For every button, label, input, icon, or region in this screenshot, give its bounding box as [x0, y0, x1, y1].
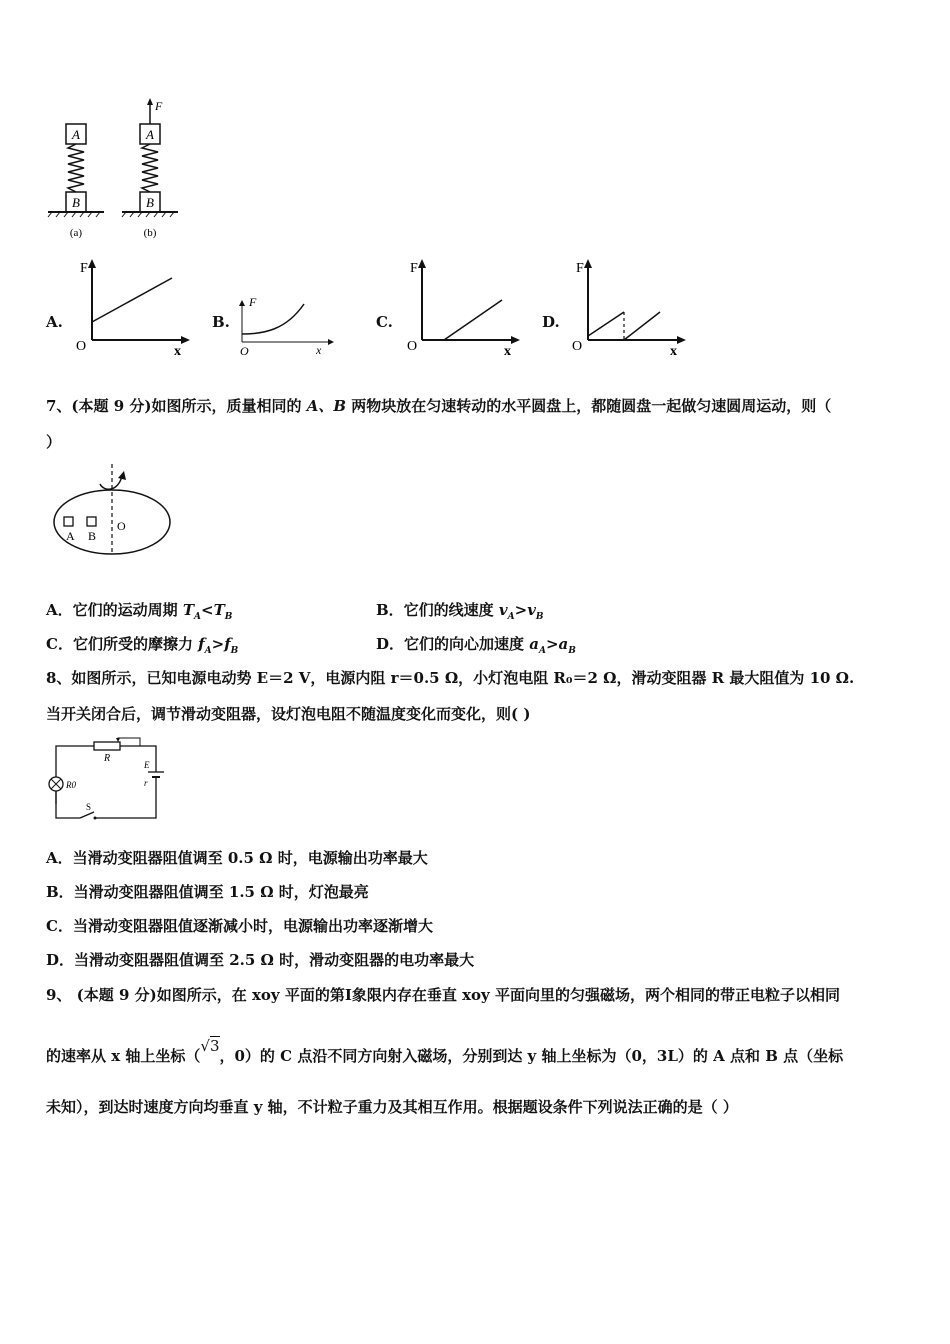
q7-option-a: A．它们的运动周期 $T_A<T_B$: [46, 601, 233, 622]
circuit-figure: [44, 734, 168, 826]
block-a-label: A: [66, 529, 75, 543]
center-o-label: O: [117, 519, 126, 533]
sqrt-symbol: √3: [200, 1037, 220, 1055]
q9-stem-line1: 9、 (本题 9 分)如图所示，在 xoy 平面的第Ⅰ象限内存在垂直 xoy 平面向里的匀强磁场，两个相同的带正电粒子以相同: [46, 986, 840, 1004]
graph-d-x-label: x: [670, 344, 677, 359]
graph-d: [570, 256, 690, 360]
graph-b: [234, 292, 338, 358]
option-b-letter: B.: [212, 313, 230, 331]
graph-c-origin: O: [407, 339, 418, 354]
option-d-letter: D.: [542, 313, 560, 331]
option-c-letter: C.: [376, 313, 393, 331]
graph-a-origin: O: [76, 339, 87, 354]
q8-option-c: C．当滑动变阻器阻值逐渐减小时，电源输出功率逐渐增大: [46, 917, 433, 935]
figure-b-caption: (b): [143, 227, 157, 239]
q9-stem-line3: 未知），到达时速度方向均垂直 y 轴，不计粒子重力及其相互作用。根据题设条件下列说法正确的是（ ）: [46, 1098, 738, 1116]
svg-text:B: B: [146, 195, 154, 210]
force-label: F: [155, 99, 163, 113]
rheostat-label: R: [104, 753, 111, 764]
graph-c-x-label: x: [504, 344, 511, 359]
option-a-letter: A.: [46, 313, 63, 331]
q8-option-a: A．当滑动变阻器阻值调至 0.5 Ω 时，电源输出功率最大: [46, 849, 428, 867]
graph-b-y-label: F: [249, 295, 257, 309]
q9-stem-line2: 的速率从 x 轴上坐标（√3，0）的 C 点沿不同方向射入磁场，分别到达 y 轴上坐标为（0，3L）的 A 点和 B 点（坐标: [46, 1037, 844, 1065]
graph-d-origin: O: [572, 339, 583, 354]
q8-option-b: B．当滑动变阻器阻值调至 1.5 Ω 时，灯泡最亮: [46, 883, 369, 901]
graph-a-x-label: x: [174, 344, 181, 359]
block-a-label: A: [72, 127, 80, 142]
switch-label: S: [86, 802, 92, 812]
turntable-figure: [50, 462, 178, 582]
q8-stem-line1: 8、如图所示，已知电源电动势 E＝2 V，电源内阻 r＝0.5 Ω，小灯泡电阻 R₀＝2 Ω，滑动变阻器 R 最大阻值为 10 Ω.: [46, 669, 855, 687]
internal-r-label: r: [144, 778, 148, 788]
q7-stem-line2: ）: [46, 433, 62, 451]
svg-text:A: A: [146, 127, 154, 142]
q7-stem: 7、(本题 9 分)如图所示，质量相同的 A、B 两物块放在匀速转动的水平圆盘上，都随圆盘一起做匀速圆周运动，则（: [46, 397, 832, 415]
graph-c: [404, 256, 524, 360]
lamp-label: R0: [66, 780, 76, 790]
figure-a: [48, 124, 104, 239]
q8-stem-line2: 当开关闭合后，调节滑动变阻器，设灯泡电阻不随温度变化而变化，则( ): [46, 705, 531, 723]
q7-option-d: D．它们的向心加速度 $a_A>a_B$: [376, 635, 576, 656]
emf-label: E: [144, 760, 150, 770]
figure-a-caption: (a): [69, 227, 83, 239]
graph-b-x-label: x: [316, 343, 322, 357]
graph-a: [74, 256, 194, 360]
graph-c-y-label: F: [410, 261, 418, 276]
block-b-label: B: [88, 529, 97, 543]
graph-d-y-label: F: [576, 261, 584, 276]
graph-a-y-label: F: [80, 261, 88, 276]
figure-b: [122, 98, 178, 239]
q8-option-d: D．当滑动变阻器阻值调至 2.5 Ω 时，滑动变阻器的电功率最大: [46, 951, 475, 969]
graph-b-origin: O: [240, 344, 249, 358]
q7-option-c: C．它们所受的摩擦力 $f_A>f_B$: [46, 635, 239, 656]
spring-blocks-figure: [44, 96, 194, 246]
q7-option-b: B．它们的线速度 $v_A>v_B$: [376, 601, 544, 622]
block-b-label: B: [72, 195, 80, 210]
